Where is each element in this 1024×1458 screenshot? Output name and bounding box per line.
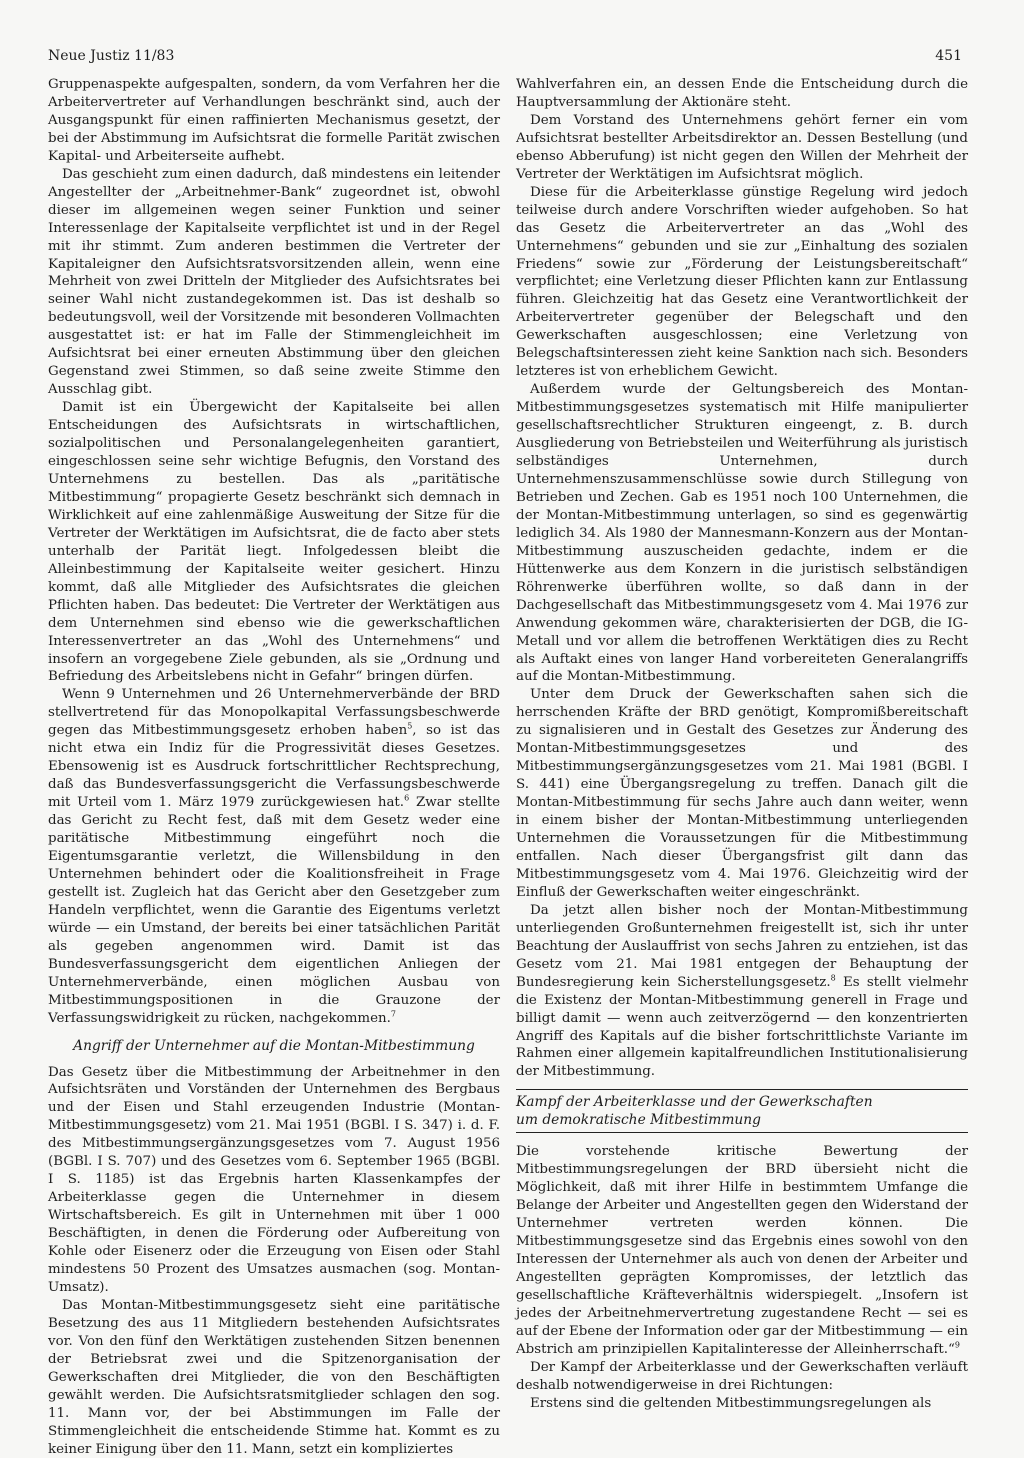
paragraph: Der Kampf der Arbeiterklasse und der Gewerkschaften verläuft deshalb notwendigerweise in drei Richtungen: [516,1359,968,1393]
paragraph [516,902,968,1082]
paragraph: Dem Vorstand des Unternehmens gehört ferner ein vom Aufsichtsrat bestellter Arbeitsdirektor an. Dessen Bestellung (und ebenso Abberufung) ist nicht gegen den Willen der Mehrheit der Vertreter der Werktätigen im Aufsichtsrat möglich. [516,112,968,182]
paragraph: Das Gesetz über die Mitbestimmung der Arbeitnehmer in den Aufsichtsräten und Vorständen der Unternehmen des Bergbaus und der Eisen und Stahl erzeugenden Industrie (Montan-Mitbestimmungsgesetz) vom 21. Mai 1951 (BGBl. I S. 347) i. d. F. des Mitbestimmungsergänzungsgesetzes vom 7. August 1956 (BGBl. I S. 707) und des Gesetzes vom 6. September 1965 (BGBl. I S. 1185) ist das Ergebnis harten Klassenkampfes der Arbeiterklasse gegen die Unternehmer in diesem Wirtschaftsbereich. Es gilt in Unternehmen mit über 1 000 Beschäftigten, in denen die Förderung oder Aufbereitung von Kohle oder Eisenerz oder die Erzeugung von Eisen oder Stahl mindestens 50 Prozent des Umsatzes ausmachen (sog. Montan-Umsatz). [48,1064,500,1295]
footnote-marker: 6 [404,793,410,803]
paragraph [48,686,500,1027]
text-run: Es stellt vielmehr die Existenz der Montan-Mitbestimmung generell in Frage und billigt damit — wenn auch zeitverzögernd — den konzentrierten Angriff des Kapitals auf die bisher fortschrittlichste Variante im Rahmen einer allgemein kapitalfreundlichen Institutionalisierung der Mitbestimmung. [516,974,968,1080]
paragraph: Erstens sind die geltenden Mitbestimmungsregelungen als [530,1395,932,1411]
footnote-marker: 8 [830,973,836,983]
footnote-marker: 5 [407,721,413,731]
paragraph: Außerdem wurde der Geltungsbereich des Montan-Mitbestimmungsgesetzes systematisch mit Hilfe manipulierter gesellschaftsrechtlicher Strukturen eingeengt, z. B. durch Ausgliederung von Betriebsteilen und Weiterführung als juristisch selbständiges Unternehmen, durch Unternehmenszusammenschlüsse sowie durch Stillegung von Betrieben und Zechen. Gab es 1951 noch 100 Unternehmen, die der Montan-Mitbestimmung unterlagen, so sind es gegenwärtig lediglich 34. Als 1980 der Mannesmann-Konzern aus der Montan-Mitbestimmung auszuscheiden gedachte, indem er die Hüttenwerke aus dem Konzern in die juristisch selbständigen Röhrenwerke überführen wollte, so daß dann in der Dachgesellschaft das Mitbestimmungsgesetz vom 4. Mai 1976 zur Anwendung gekommen wäre, charakterisierten der DGB, die IG-Metall und vor allem die betroffenen Werktätigen dies zu Recht als Auftakt eines von langer Hand vorbereiteten Generalangriffs auf die Montan-Mitbestimmung. [516,382,968,685]
paragraph: Das Montan-Mitbestimmungsgesetz sieht eine paritätische Besetzung des aus 11 Mitgliedern bestehenden Aufsichtsrates vor. Von den fünf den Werktätigen zustehenden Sitzen benennen der Betriebsrat zwei und die Spitzenorganisation der Gewerkschaften drei Mitglieder, die von den Beschäftigten gewählt werden. Die Aufsichtsratsmitglieder schlagen den sog. 11. Mann vor, der bei Abstimmungen im Falle der Stimmengleichheit die entscheidende Stimme hat. Kommt es zu keiner Einigung über den 11. Mann, setzt ein kompliziertes [48,1297,500,1457]
paragraph: Damit ist ein Übergewicht der Kapitalseite bei allen Entscheidungen des Aufsichtsrats in wirtschaftlichen, sozialpolitischen und Personalangelegenheiten garantiert, eingeschlossen seine sehr wichtige Befugnis, den Vorstand des Unternehmens zu bestellen. Das als „paritätische Mitbestimmung“ propagierte Gesetz beschränkt sich demnach in Wirklichkeit auf eine zahlenmäßige Ausweitung der Sitze für die Vertreter der Werktätigen im Aufsichtsrat, die de facto aber stets unterhalb der Parität liegt. Infolgedessen bleibt die Alleinbestimmung der Kapitalseite weiter gesichert. Hinzu kommt, daß alle Mitglieder des Aufsichtsrates die gleichen Pflichten haben. Das bedeutet: Die Vertreter der Werktätigen aus dem Unternehmen sind ebenso wie die gewerkschaftlichen Interessenvertreter an das „Wohl des Unternehmens“ und insofern an vorgegebene Ziele gebunden, als sie „Ordnung und Befriedung des Arbeitslebens nicht in Gefahr“ bringen dürfen. [48,400,500,685]
subheading: Angriff der Unternehmer auf die Montan-Mitbestimmung [73,1037,475,1054]
paragraph: Diese für die Arbeiterklasse günstige Regelung wird jedoch teilweise durch andere Vorschriften wieder aufgehoben. So hat das Gesetz die Arbeitervertreter an das „Wohl des Unternehmens“ gebunden und sie zur „Einhaltung des sozialen Friedens“ sowie zur „Förderung der Leistungsbereitschaft“ verpflichtet; eine Verletzung dieser Pflichten kann zur Entlassung führen. Gleichzeitig hat das Gesetz eine Verantwortlichkeit der Arbeitervertreter gegenüber der Belegschaft und den Gewerkschaften ausgeschlossen; eine Verletzung von Belegschaftsinteressen zieht keine Sanktion nach sich. Besonders letzteres ist von erheblichem Gewicht. [516,184,968,380]
paragraph [516,1143,968,1358]
text-run: Da jetzt allen bisher noch der Montan-Mitbestimmung unterliegenden Großunternehmen freigestellt ist, sich ihr unter Beachtung der Auslauffrist von sechs Jahren zu entziehen, ist das Gesetz vom 21. Mai 1981 entgegen der Behauptung der Bundesregierung kein Sicherstellungsgesetz. [516,902,968,990]
paragraph: Gruppenaspekte aufgespalten, sondern, da vom Verfahren her die Arbeitervertreter auf Verhandlungen beschränkt sind, auch der Ausgangspunkt für einen raffinierten Mechanismus gesetzt, der bei der Abstimmung im Aufsichtsrat die formelle Parität zwischen Kapital- und Arbeiterseite aufhebt. [48,77,500,164]
paragraph: Das geschieht zum einen dadurch, daß mindestens ein leitender Angestellter der „Arbeitnehmer-Bank“ zugeordnet ist, obwohl dieser im allgemeinen wegen seiner Funktion und seiner Interessenlage der Kapitalseite verpflichtet ist und in der Regel mit ihr stimmt. Zum anderen bestimmen die Vertreter der Kapitaleigner den Aufsichtsratsvorsitzenden allein, wenn eine Mehrheit von zwei Dritteln der Mitglieder des Aufsichtsrates bei seiner Wahl nicht zustandegekommen ist. Das ist deshalb so bedeutungsvoll, weil der Vorsitzende mit besonderen Vollmachten ausgestattet ist: er hat im Falle der Stimmengleichheit im Aufsichtsrat bei einer erneuten Abstimmung über den gleichen Gegenstand zwei Stimmen, so daß seine zweite Stimme den Ausschlag gibt. [48,166,500,398]
section-heading-line: Kampf der Arbeiterklasse und der Gewerkschaften [516,1094,873,1111]
section-heading-line: um demokratische Mitbestimmung [516,1112,762,1129]
page-number: 451 [935,48,962,64]
text-run: , so ist das nicht etwa ein Indiz für die Progressivität dieses Gesetzes. Ebensowenig ist es Ausdruck fortschrittlicher Rechtsprechung, daß das Bundesverfassungsgericht die Verfassungsbeschwerde mit Urteil vom 1. März 1979 zurückgewiesen hat. [48,723,500,811]
footnote-marker: 7 [390,1009,397,1019]
text-run: Wenn 9 Unternehmen und 26 Unternehmerverbände der BRD stellvertretend für das Monopolkapital Verfassungsbeschwerde gegen das Mitbestimmungsgesetz erhoben haben [48,687,500,739]
footnote-marker: 9 [954,1340,960,1350]
paragraph: Unter dem Druck der Gewerkschaften sahen sich die herrschenden Kräfte der BRD genötigt, Kompromißbereitschaft zu signalisieren und in Gestalt des Gesetzes zur Änderung des Montan-Mitbestimmungsgesetzes und des Mitbestimmungsergänzungsgesetzes vom 21. Mai 1981 (BGBl. I S. 441) eine Übergangsregelung zu treffen. Danach gilt die Montan-Mitbestimmung für sechs Jahre auch dann weiter, wenn in einem bisher der Montan-Mitbestimmung unterliegenden Unternehmen die Voraussetzungen für die Mitbestimmung entfallen. Nach dieser Übergangsfrist gilt dann das Mitbestimmungsgesetz vom 4. Mai 1976. Gleichzeitig wird der Einfluß der Gewerkschaften weiter eingeschränkt. [516,687,968,900]
section-heading [516,1089,968,1133]
left-column [48,76,500,1457]
text-run: Zwar stellte das Gericht zu Recht fest, daß mit dem Gesetz weder eine paritätische Mitbestimmung eingeführt noch die Eigentumsgarantie verletzt, die Willensbildung in den Unternehmen behindert oder die Koalitionsfreiheit in Frage gestellt ist. Zugleich hat das Gericht aber den Gesetzgeber zum Handeln verpflichtet, wenn die Garantie des Eigentums verletzt würde — ein Umstand, der bereits bei einer tatsächlichen Parität als gegeben angenommen wird. Damit ist das Bundesverfassungsgericht dem eigentlichen Anliegen der Unternehmerverbände, einen möglichen Ausbau von Mitbestimmungspositionen in die Grauzone der Verfassungswidrigkeit zu rücken, nachgekommen. [48,795,500,1026]
text-run: Die vorstehende kritische Bewertung der Mitbestimmungsregelungen der BRD übersieht nicht die Möglichkeit, daß mit ihrer Hilfe in bestimmtem Umfange die Belange der Arbeiter und Angestellten gegen den Widerstand der Unternehmer vertreten werden können. Die Mitbestimmungsgesetze sind das Ergebnis eines sowohl von den Interessen der Unternehmer als auch von denen der Arbeiter und Angestellten geprägten Kompromisses, der letztlich das gesellschaftliche Kräfteverhältnis widerspiegelt. „Insofern ist jedes der Arbeitnehmervertretung zugestandene Recht — sei es auf der Ebene der Information oder gar der Mitbestimmung — ein Abstrich am prinzipiellen Kapitalinteresse der Alleinherrschaft.“ [516,1144,968,1357]
journal-title: Neue Justiz 11/83 [48,48,175,64]
page-header [48,48,962,70]
right-column [516,76,968,1411]
paragraph: Wahlverfahren ein, an dessen Ende die Entscheidung durch die Hauptversammlung der Aktionäre steht. [516,77,968,110]
